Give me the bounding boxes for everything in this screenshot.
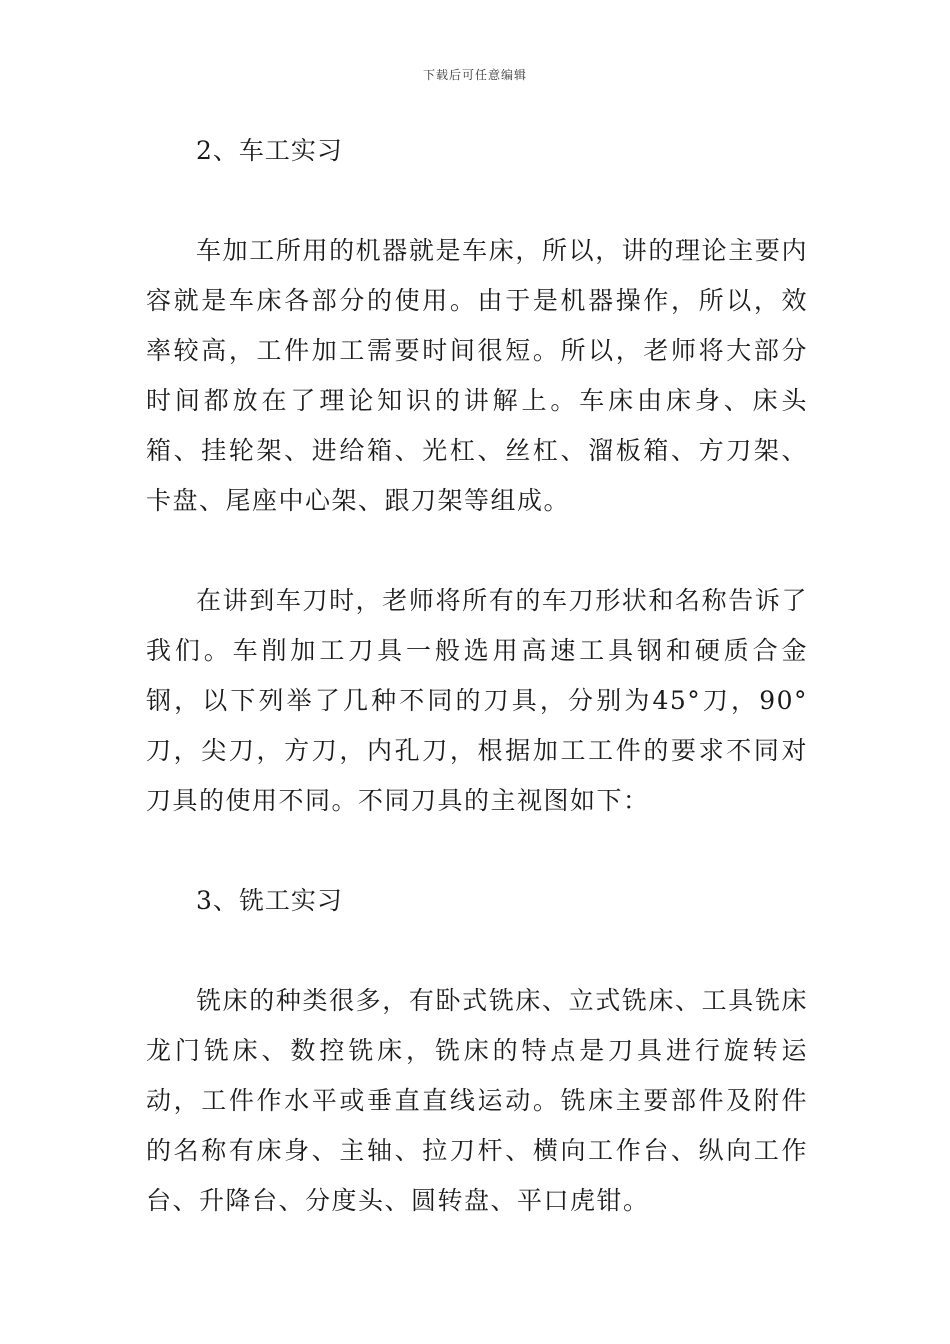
paragraph-lathe-intro: 车加工所用的机器就是车床，所以，讲的理论主要内容就是车床各部分的使用。由于是机器操作，所以，效率较高，工件加工需要时间很短。所以，老师将大部分时间都放在了理论知识的讲解上。车床由床身、床头箱、挂轮架、进给箱、光杠、丝杠、溜板箱、方刀架、卡盘、尾座中心架、跟刀架等组成。 [146, 236, 808, 515]
section-heading-lathe: 2、车工实习 [196, 136, 343, 165]
header-note: 下载后可任意编辑 [422, 68, 527, 82]
section-heading-milling: 3、铣工实习 [196, 886, 343, 915]
paragraph-lathe-tools: 在讲到车刀时，老师将所有的车刀形状和名称告诉了我们。车削加工刀具一般选用高速工具钢和硬质合金钢，以下列举了几种不同的刀具，分别为45°刀，90°刀，尖刀，方刀，内孔刀，根据加工工件的要求不同对刀具的使用不同。不同刀具的主视图如下： [146, 586, 808, 815]
paragraph-milling-intro: 铣床的种类很多，有卧式铣床、立式铣床、工具铣床龙门铣床、数控铣床，铣床的特点是刀具进行旋转运动，工件作水平或垂直直线运动。铣床主要部件及附件的名称有床身、主轴、拉刀杆、横向工作台、纵向工作台、升降台、分度头、圆转盘、平口虎钳。 [146, 986, 808, 1215]
document-body [146, 126, 808, 1226]
